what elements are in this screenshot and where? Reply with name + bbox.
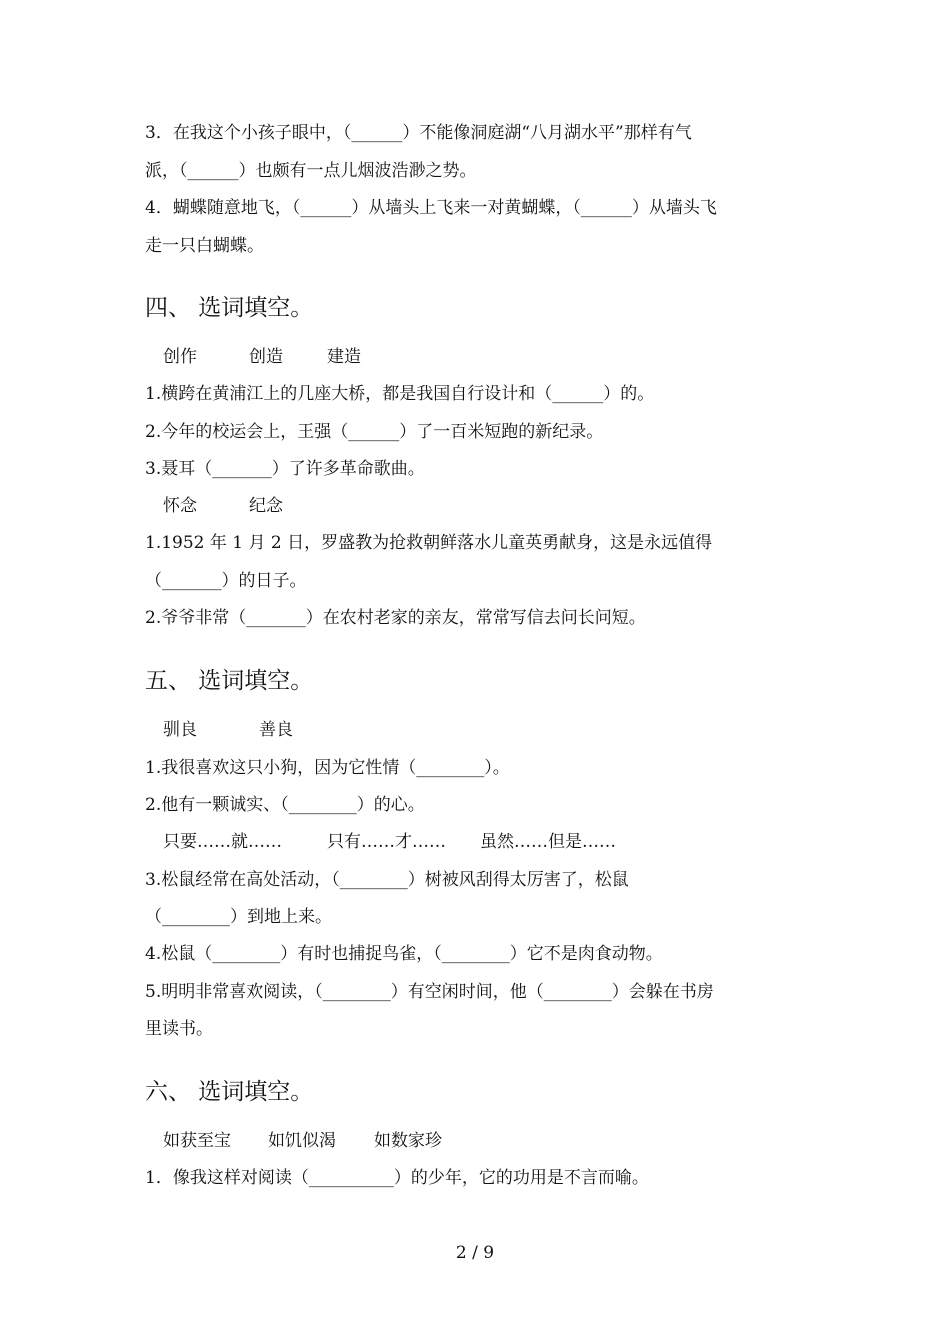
word-option: 建造 [327, 347, 361, 367]
section-4-title: 四、 选词填空。 [145, 295, 314, 321]
section-6-item-1: 1．像我这样对阅读（__________）的少年，它的功用是不言而喻。 [145, 1168, 649, 1188]
section-4-item-1: 1.横跨在黄浦江上的几座大桥，都是我国自行设计和（______）的。 [145, 384, 655, 404]
word-option: 如数家珍 [374, 1131, 442, 1151]
section-5-item-1: 1.我很喜欢这只小狗，因为它性情（________）。 [145, 758, 510, 778]
question-3-line-2: 派，（______）也颇有一点儿烟波浩渺之势。 [145, 161, 477, 181]
section-6-title: 六、 选词填空。 [145, 1079, 314, 1105]
word-option: 驯良 [163, 720, 197, 740]
section-4-item-b2: 2.爷爷非常（_______）在农村老家的亲友，常常写信去问长问短。 [145, 608, 646, 628]
word-option: 怀念 [163, 496, 197, 516]
section-5-item-5-line-1: 5.明明非常喜欢阅读，（________）有空闲时间，他（________）会躲在书房 [145, 982, 714, 1002]
word-option: 只要……就…… [163, 832, 282, 852]
section-5-item-4: 4.松鼠（________）有时也捕捉鸟雀，（________）它不是肉食动物。 [145, 944, 663, 964]
section-4-item-2: 2.今年的校运会上，王强（______）了一百米短跑的新纪录。 [145, 422, 604, 442]
question-4-line-2: 走一只白蝴蝶。 [145, 236, 264, 256]
section-4-item-b1-line-1: 1.1952 年 1 月 2 日，罗盛教为抢救朝鲜落水儿童英勇献身，这是永远值得 [145, 533, 713, 553]
page-number: 2 / 9 [455, 1243, 495, 1263]
word-option: 如饥似渴 [268, 1131, 336, 1151]
section-4-item-b1-line-2: （_______）的日子。 [145, 571, 307, 591]
word-option: 只有……才…… [327, 832, 446, 852]
word-option: 如获至宝 [163, 1131, 231, 1151]
word-option: 创造 [249, 347, 283, 367]
section-5-item-3-line-2: （________）到地上来。 [145, 907, 332, 927]
word-option: 善良 [259, 720, 293, 740]
word-option: 创作 [163, 347, 197, 367]
section-4-item-3: 3.聂耳（_______）了许多革命歌曲。 [145, 459, 425, 479]
question-4-line-1: 4．蝴蝶随意地飞，（______）从墙头上飞来一对黄蝴蝶，（______）从墙头飞 [145, 198, 717, 218]
section-5-title: 五、 选词填空。 [145, 668, 314, 694]
word-option: 纪念 [249, 496, 283, 516]
question-3-line-1: 3．在我这个小孩子眼中，（______）不能像洞庭湖“八月湖水平”那样有气 [145, 123, 692, 143]
section-5-item-3-line-1: 3.松鼠经常在高处活动，（________）树被风刮得太厉害了，松鼠 [145, 870, 629, 890]
section-5-item-2: 2.他有一颗诚实、（________）的心。 [145, 795, 425, 815]
section-5-item-5-line-2: 里读书。 [145, 1019, 213, 1039]
word-option: 虽然……但是…… [480, 832, 616, 852]
